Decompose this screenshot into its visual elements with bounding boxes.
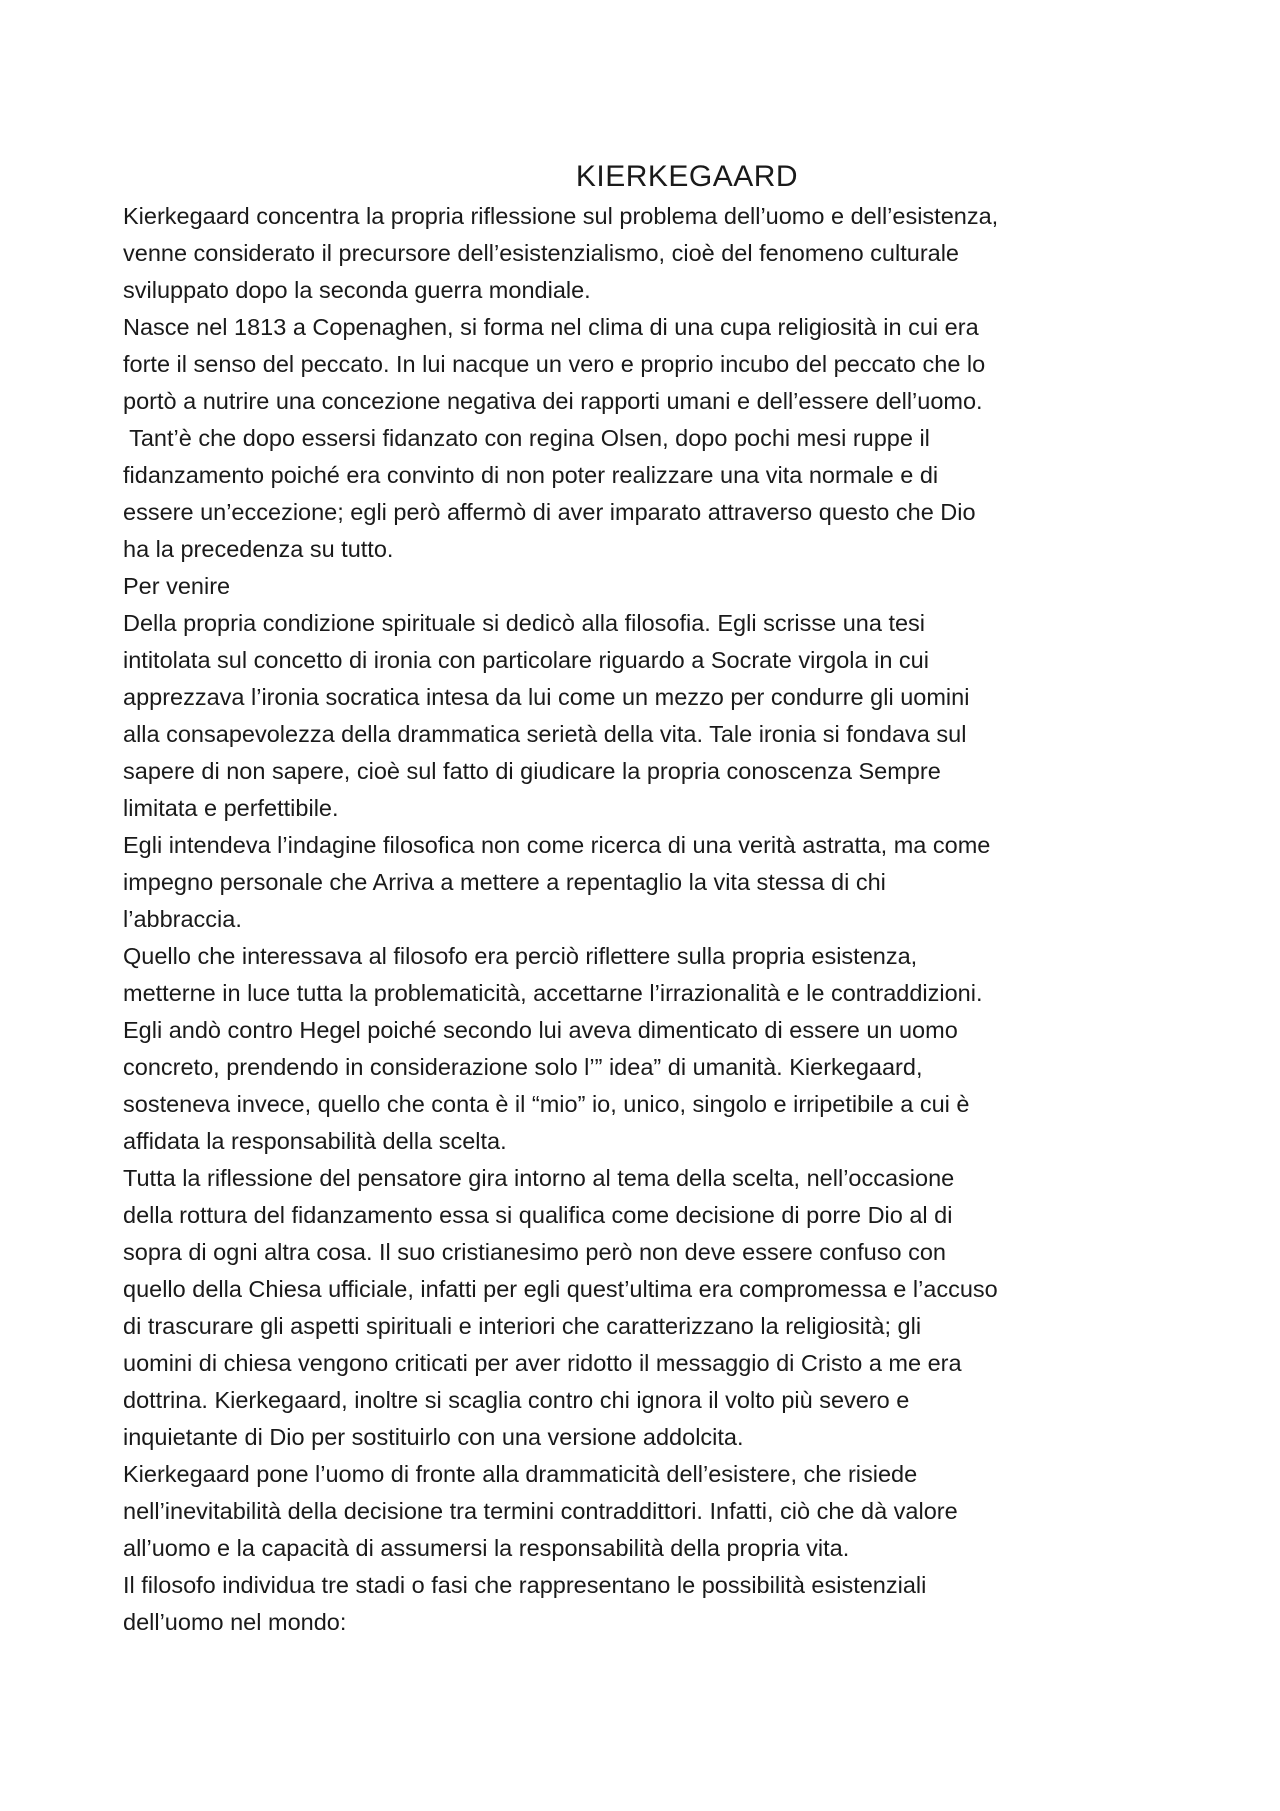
page-title: KIERKEGAARD (575, 160, 799, 193)
text-line: l’abbraccia. (123, 906, 242, 932)
text-line: sapere di non sapere, cioè sul fatto di giudicare la propria conoscenza Sempre (123, 758, 941, 784)
text-line: fidanzamento poiché era convinto di non poter realizzare una vita normale e di (123, 462, 939, 488)
text-line: Della propria condizione spirituale si dedicò alla filosofia. Egli scrisse una tesi (123, 610, 926, 636)
body-text (123, 198, 1183, 1641)
text-line: inquietante di Dio per sostituirlo con una versione addolcita. (123, 1424, 744, 1450)
text-line: concreto, prendendo in considerazione solo l’” idea” di umanità. Kierkegaard, (123, 1054, 923, 1080)
text-line: Il filosofo individua tre stadi o fasi che rappresentano le possibilità esistenziali (123, 1572, 927, 1598)
text-line: dell’uomo nel mondo: (123, 1609, 347, 1635)
text-line: sopra di ogni altra cosa. Il suo cristianesimo però non deve essere confuso con (123, 1239, 946, 1265)
text-line: sviluppato dopo la seconda guerra mondiale. (123, 277, 591, 303)
text-line: Quello che interessava al filosofo era perciò riflettere sulla propria esistenza, (123, 943, 918, 969)
text-line: uomini di chiesa vengono criticati per aver ridotto il messaggio di Cristo a me era (123, 1350, 962, 1376)
text-line: ha la precedenza su tutto. (123, 536, 394, 562)
text-line: Kierkegaard concentra la propria riflessione sul problema dell’uomo e dell’esistenza, (123, 203, 999, 229)
text-line: Egli andò contro Hegel poiché secondo lui aveva dimenticato di essere un uomo (123, 1017, 958, 1043)
text-line: venne considerato il precursore dell’esistenzialismo, cioè del fenomeno culturale (123, 240, 960, 266)
text-line: affidata la responsabilità della scelta. (123, 1128, 507, 1154)
text-line: dottrina. Kierkegaard, inoltre si scaglia contro chi ignora il volto più severo e (123, 1387, 910, 1413)
text-line: metterne in luce tutta la problematicità, accettarne l’irrazionalità e le contraddizioni. (123, 980, 983, 1006)
text-line: quello della Chiesa ufficiale, infatti per egli quest’ultima era compromessa e l’accuso (123, 1276, 998, 1302)
text-line: nell’inevitabilità della decisione tra termini contraddittori. Infatti, ciò che dà valore (123, 1498, 958, 1524)
text-line: all’uomo e la capacità di assumersi la responsabilità della propria vita. (123, 1535, 850, 1561)
text-line: apprezzava l’ironia socratica intesa da lui come un mezzo per condurre gli uomini (123, 684, 970, 710)
text-line: Egli intendeva l’indagine filosofica non come ricerca di una verità astratta, ma come (123, 832, 991, 858)
text-line: Tant’è che dopo essersi fidanzato con regina Olsen, dopo pochi mesi ruppe il (123, 425, 930, 451)
text-line: sosteneva invece, quello che conta è il “mio” io, unico, singolo e irripetibile a cui è (123, 1091, 970, 1117)
text-line: Nasce nel 1813 a Copenaghen, si forma nel clima di una cupa religiosità in cui era (123, 314, 979, 340)
text-line: limitata e perfettibile. (123, 795, 339, 821)
text-line: intitolata sul concetto di ironia con particolare riguardo a Socrate virgola in cui (123, 647, 929, 673)
text-line: Tutta la riflessione del pensatore gira intorno al tema della scelta, nell’occasione (123, 1165, 955, 1191)
text-line: alla consapevolezza della drammatica serietà della vita. Tale ironia si fondava sul (123, 721, 967, 747)
text-line: essere un’eccezione; egli però affermò di aver imparato attraverso questo che Dio (123, 499, 976, 525)
text-line: Kierkegaard pone l’uomo di fronte alla drammaticità dell’esistere, che risiede (123, 1461, 918, 1487)
text-line: forte il senso del peccato. In lui nacque un vero e proprio incubo del peccato che lo (123, 351, 986, 377)
text-line: della rottura del fidanzamento essa si qualifica come decisione di porre Dio al di (123, 1202, 953, 1228)
text-line: impegno personale che Arriva a mettere a repentaglio la vita stessa di chi (123, 869, 886, 895)
text-line: di trascurare gli aspetti spirituali e interiori che caratterizzano la religiosità; gli (123, 1313, 922, 1339)
text-line: Per venire (123, 573, 231, 599)
text-line: portò a nutrire una concezione negativa dei rapporti umani e dell’essere dell’uomo. (123, 388, 983, 414)
